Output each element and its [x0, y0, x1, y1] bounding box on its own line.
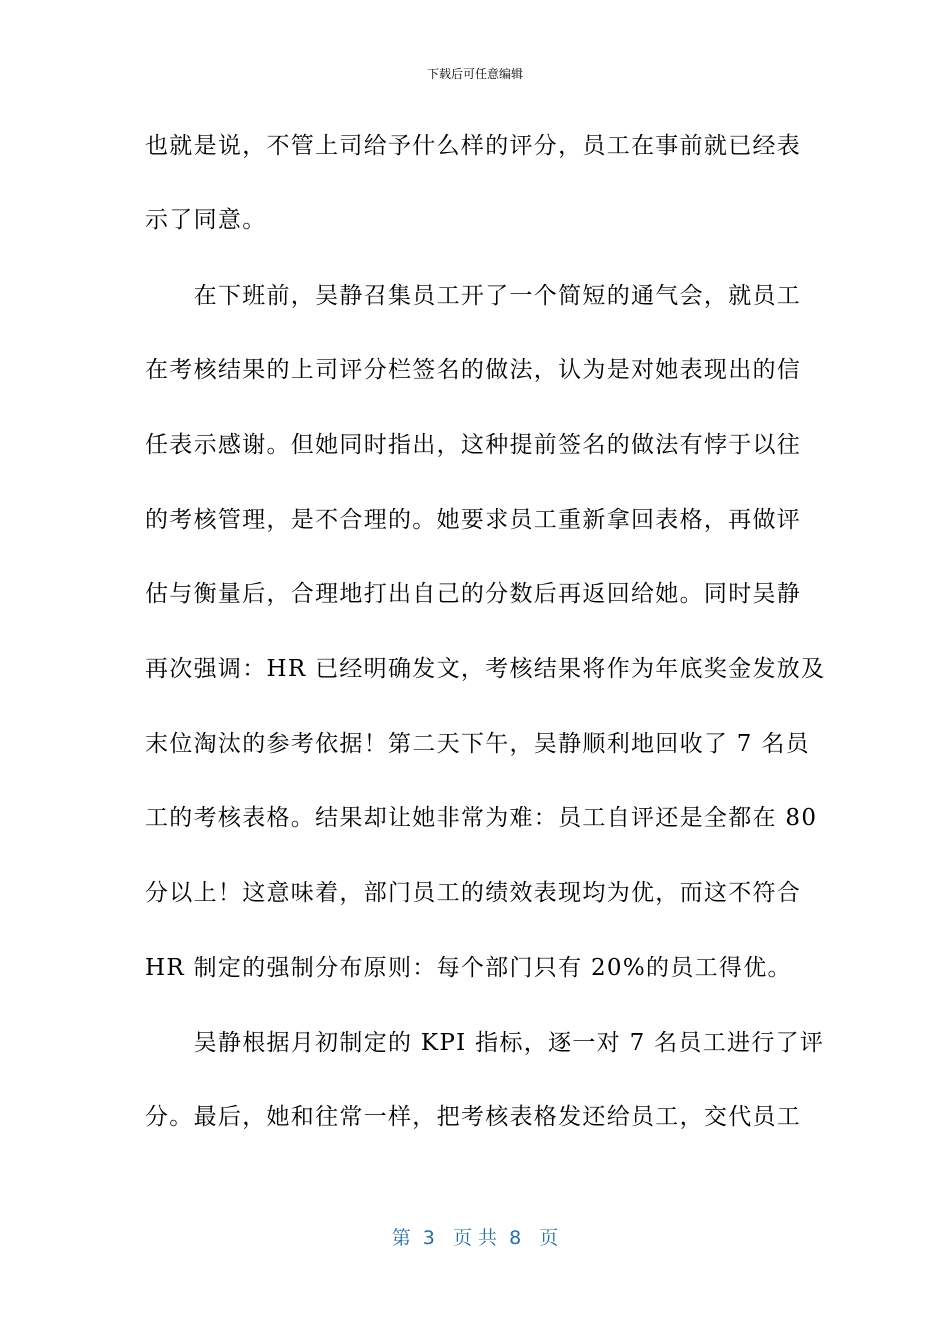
text-line: 任表示感谢。但她同时指出，这种提前签名的做法有悖于以往 [145, 432, 802, 458]
text-line: 在下班前，吴静召集员工开了一个简短的通气会，就员工 [145, 283, 802, 309]
text-line: HR 制定的强制分布原则：每个部门只有 20%的员工得优。 [145, 955, 792, 981]
page-number-footer: 第 3 页 共 8 页 [391, 1227, 559, 1249]
text-line: 也就是说，不管上司给予什么样的评分，员工在事前就已经表 [145, 133, 802, 159]
text-line: 估与衡量后，合理地打出自己的分数后再返回给她。同时吴静 [145, 581, 802, 607]
text-line: 吴静根据月初制定的 KPI 指标，逐一对 7 名员工进行了评 [145, 1030, 825, 1056]
text-line: 工的考核表格。结果却让她非常为难：员工自评还是全都在 80 [145, 805, 818, 831]
text-line: 分。最后，她和往常一样，把考核表格发还给员工，交代员工 [145, 1104, 802, 1130]
text-line: 的考核管理，是不合理的。她要求员工重新拿回表格，再做评 [145, 507, 802, 533]
page-header: 下载后可任意编辑 [426, 67, 523, 81]
text-line: 再次强调：HR 已经明确发文，考核结果将作为年底奖金发放及 [145, 656, 826, 682]
text-line: 分以上！这意味着，部门员工的绩效表现均为优，而这不符合 [145, 880, 802, 906]
text-line: 在考核结果的上司评分栏签名的做法，认为是对她表现出的信 [145, 357, 802, 383]
text-line: 示了同意。 [145, 207, 267, 233]
text-line: 末位淘汰的参考依据！第二天下午，吴静顺利地回收了 7 名员 [145, 731, 810, 757]
